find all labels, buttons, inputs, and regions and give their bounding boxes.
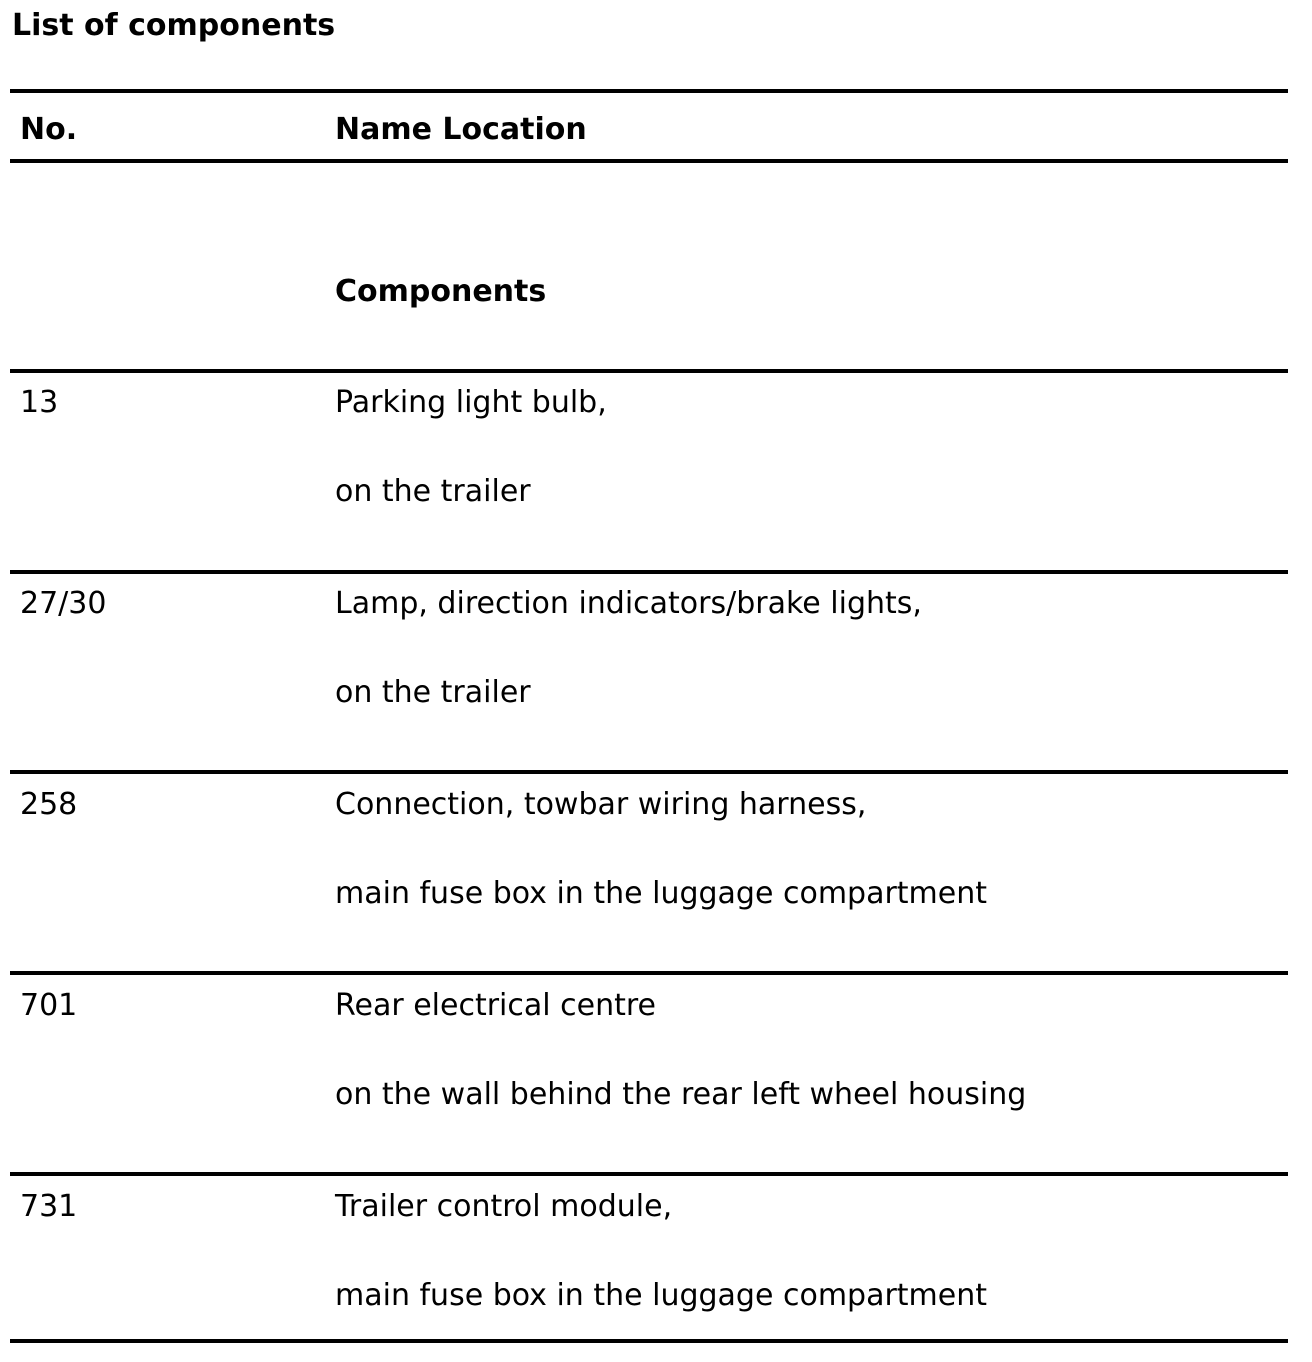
- header-no: No.: [20, 112, 78, 147]
- row-location: on the trailer: [335, 474, 531, 509]
- row-no: 258: [20, 787, 78, 822]
- row-name: Lamp, direction indicators/brake lights,: [335, 586, 922, 621]
- row-divider: [10, 971, 1288, 975]
- row-location: main fuse box in the luggage compartment: [335, 1278, 988, 1313]
- row-location: on the wall behind the rear left wheel housing: [335, 1077, 1027, 1112]
- header-bottom-rule: [10, 159, 1288, 163]
- section-heading: Components: [335, 274, 547, 309]
- table-bottom-rule: [10, 1339, 1288, 1343]
- row-location: on the trailer: [335, 675, 531, 710]
- row-no: 13: [20, 385, 59, 420]
- row-no: 731: [20, 1189, 78, 1224]
- row-name: Parking light bulb,: [335, 385, 607, 420]
- row-name: Rear electrical centre: [335, 988, 656, 1023]
- table-top-rule: [10, 89, 1288, 93]
- header-name-location: Name Location: [335, 112, 587, 147]
- row-location: main fuse box in the luggage compartment: [335, 876, 988, 911]
- row-divider: [10, 570, 1288, 574]
- page-title: List of components: [12, 8, 336, 43]
- row-divider: [10, 1172, 1288, 1176]
- row-divider: [10, 369, 1288, 373]
- row-no: 27/30: [20, 586, 107, 621]
- row-name: Connection, towbar wiring harness,: [335, 787, 867, 822]
- row-name: Trailer control module,: [335, 1189, 673, 1224]
- row-no: 701: [20, 988, 78, 1023]
- row-divider: [10, 770, 1288, 774]
